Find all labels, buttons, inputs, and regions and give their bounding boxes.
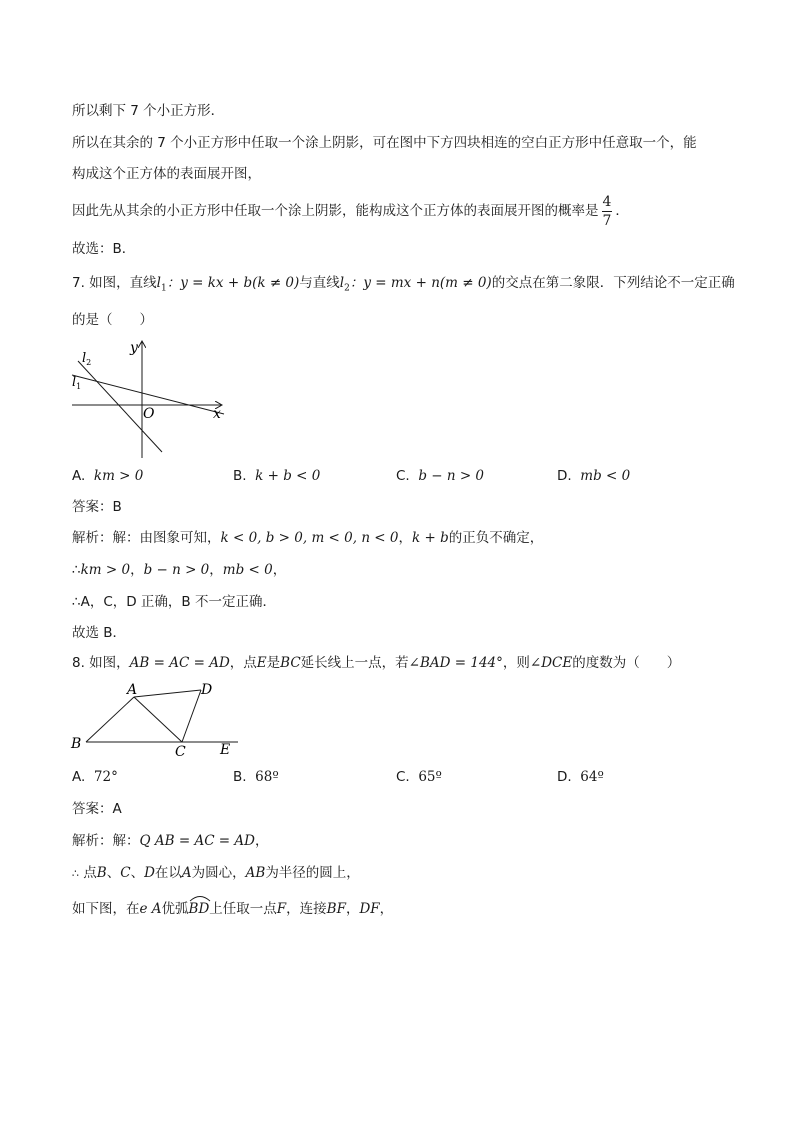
q8-analysis: 解析：解：Q AB = AC = AD， bbox=[72, 833, 269, 849]
q7-option-c: C. b − n > 0 bbox=[396, 468, 485, 484]
question-8-triangle-figure bbox=[66, 678, 246, 760]
point-a-label: A bbox=[127, 682, 138, 698]
l1-name: l bbox=[156, 275, 161, 291]
point-c-label: C bbox=[175, 744, 186, 760]
question-8-stem: 8. 如图，AB = AC = AD，点E是BC延长线上一点，若∠BAD = 144°，则∠DCE的度数为（ ） bbox=[72, 655, 681, 671]
question-7-stem-line2: 的是（ ） bbox=[72, 312, 153, 328]
l1-label: $l_1$ bbox=[72, 375, 82, 391]
segment-ad bbox=[134, 690, 201, 697]
q8-answer: 答案：A bbox=[72, 801, 122, 817]
paragraph-remaining-squares: 所以剩下 7 个小正方形． bbox=[72, 103, 225, 119]
paragraph-shading-line2: 构成这个正方体的表面展开图， bbox=[72, 166, 261, 182]
question-7-graph bbox=[64, 334, 234, 460]
paragraph-probability: 因此先从其余的小正方形中任取一个涂上阴影，能构成这个正方体的表面展开图的概率是 $\frac{4}{7}$ ． bbox=[72, 193, 629, 229]
segment-cd bbox=[182, 690, 201, 742]
l1-equation: ：y = kx + b(k ≠ 0) bbox=[166, 275, 300, 291]
q7-therefore-2: ∴A，C，D 正确，B 不一定正确． bbox=[72, 594, 276, 610]
segment-ac bbox=[134, 697, 182, 742]
l2-name: l bbox=[339, 275, 345, 291]
q7-answer: 答案：B bbox=[72, 499, 122, 515]
q8-last-line: 如下图，在e A优弧BD 上任取一点F，连接BF，DF， bbox=[72, 899, 393, 919]
q8-option-b: B. 68º bbox=[233, 769, 279, 785]
q8-therefore: ∴ 点B、C、D在以A为圆心，AB为半径的圆上， bbox=[72, 865, 360, 881]
q7-option-b: B. k + b < 0 bbox=[233, 468, 321, 484]
probability-fraction: $\frac{4}{7}$ bbox=[602, 193, 612, 229]
paragraph-choose-b: 故选：B． bbox=[72, 241, 136, 257]
q7-analysis: 解析：解：由图象可知，k < 0, b > 0, m < 0, n < 0，k + b的正负不确定， bbox=[72, 530, 544, 546]
point-e-label: E bbox=[220, 742, 231, 758]
question-7-stem-line1: 7. 如图，直线$l_1$：y = kx + b(k ≠ 0)与直线$l_2$：y = mx + n(m ≠ 0)的交点在第二象限．下列结论不一定正确 bbox=[72, 275, 735, 294]
q7-therefore-1: ∴km > 0，b − n > 0，mb < 0， bbox=[72, 562, 287, 578]
arc-bd: BD bbox=[189, 899, 210, 919]
q8-option-a: A. 72° bbox=[72, 769, 118, 785]
q7-option-a: A. km > 0 bbox=[72, 468, 144, 484]
x-axis-label: x bbox=[213, 406, 221, 422]
q7-option-d: D. mb < 0 bbox=[557, 468, 631, 484]
paragraph-shading-line1: 所以在其余的 7 个小正方形中任取一个涂上阴影，可在图中下方四块相连的空白正方形中任意取一个，能 bbox=[72, 135, 697, 151]
l2-equation: ：y = mx + n(m ≠ 0) bbox=[349, 275, 492, 291]
y-axis-label: y bbox=[130, 340, 138, 356]
origin-label: O bbox=[143, 406, 155, 422]
q8-option-c: C. 65º bbox=[396, 769, 442, 785]
l2-label: $l_2$ bbox=[82, 351, 92, 367]
point-d-label: D bbox=[201, 682, 213, 698]
point-b-label: B bbox=[71, 736, 82, 752]
q8-option-d: D. 64º bbox=[557, 769, 604, 785]
segment-ab bbox=[86, 697, 134, 742]
q7-choose: 故选 B． bbox=[72, 625, 127, 641]
arc-bd-mark bbox=[189, 894, 211, 902]
